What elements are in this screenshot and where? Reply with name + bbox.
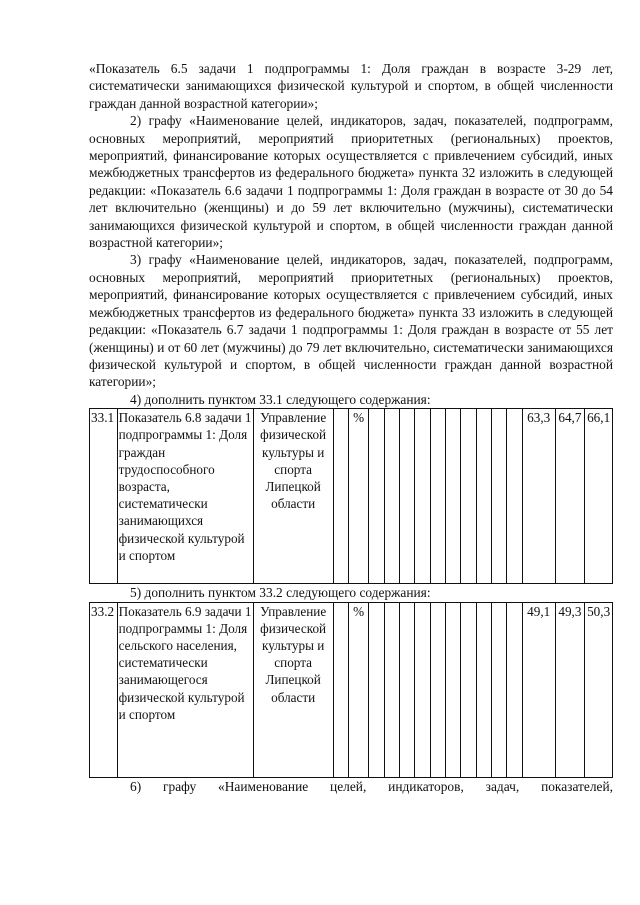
value-cell xyxy=(461,409,476,584)
indicator-table-33-1 xyxy=(89,408,613,584)
table-row xyxy=(90,409,613,584)
indicator-table-33-2 xyxy=(89,602,613,778)
indicator-name: Показатель 6.8 задачи 1 подпрограммы 1: Доля граждан трудоспособного возраста, систематически занимающихся физической культурой и спортом xyxy=(117,409,253,584)
document-page xyxy=(89,60,613,795)
paragraph-item-4: 4) дополнить пунктом 33.1 следующего содержания: xyxy=(130,391,431,407)
paragraph-item-6: 6) графу «Наименование целей, индикаторов, задач, показателей, xyxy=(130,778,613,794)
value-cell xyxy=(476,602,491,777)
value-cell: 49,1 xyxy=(522,602,555,777)
value-cell xyxy=(430,602,445,777)
paragraph-item-5: 5) дополнить пунктом 33.2 следующего содержания: xyxy=(130,585,431,601)
value-cell: 50,3 xyxy=(585,602,613,777)
value-cell xyxy=(430,409,445,584)
value-cell xyxy=(507,409,522,584)
item-number: 33.1 xyxy=(90,409,118,584)
value-cell xyxy=(415,409,430,584)
responsible-executor: Управление физической культуры и спорта Липецкой области xyxy=(253,409,333,584)
value-cell xyxy=(492,409,507,584)
value-cell: 49,3 xyxy=(555,602,585,777)
item-number: 33.2 xyxy=(90,602,118,777)
value-cell xyxy=(400,409,415,584)
paragraph-indicator-6-5: «Показатель 6.5 задачи 1 подпрограммы 1: Доля граждан в возрасте 3-29 лет, систематически занимающихся физической культурой и спортом, в общей численности граждан данной возрастной категории»; xyxy=(89,61,613,111)
paragraph-item-2: 2) графу «Наименование целей, индикаторов, задач, показателей, подпрограмм, основных мероприятий, мероприятий приоритетных (региональных) проектов, мероприятий, финансирование которых осуществляется с привлечением субсидий, иных межбюджетных трансфертов из федерального бюджета» пункта 32 изложить в следующей редакции: «Показатель 6.6 задачи 1 подпрограммы 1: Доля граждан в возрасте от 30 до 54 лет включительно (женщины) и до 59 лет включительно (мужчины), систематически занимающихся физической культурой и спортом, в общей численности граждан данной возрастной категории»; xyxy=(89,113,613,251)
value-cell: 63,3 xyxy=(522,409,555,584)
unit-cell: % xyxy=(348,602,368,777)
empty-cell xyxy=(333,409,348,584)
value-cell xyxy=(492,602,507,777)
value-cell: 64,7 xyxy=(555,409,585,584)
value-cell xyxy=(446,602,461,777)
table-row xyxy=(90,602,613,777)
value-cell xyxy=(369,602,384,777)
responsible-executor: Управление физической культуры и спорта Липецкой области xyxy=(253,602,333,777)
value-cell xyxy=(446,409,461,584)
value-cell xyxy=(461,602,476,777)
unit-cell: % xyxy=(348,409,368,584)
value-cell xyxy=(369,409,384,584)
value-cell xyxy=(476,409,491,584)
value-cell: 66,1 xyxy=(585,409,613,584)
value-cell xyxy=(384,409,399,584)
empty-cell xyxy=(333,602,348,777)
value-cell xyxy=(415,602,430,777)
paragraph-item-3: 3) графу «Наименование целей, индикаторов, задач, показателей, подпрограмм, основных мероприятий, мероприятий приоритетных (региональных) проектов, мероприятий, финансирование которых осуществляется с привлечением субсидий, иных межбюджетных трансфертов из федерального бюджета» пункта 33 изложить в следующей редакции: «Показатель 6.7 задачи 1 подпрограммы 1: Доля граждан в возрасте от 55 лет (женщины) и от 60 лет (мужчины) до 79 лет включительно, систематически занимающихся физической культурой и спортом, в общей численности граждан данной возрастной категории»; xyxy=(89,252,613,390)
value-cell xyxy=(384,602,399,777)
value-cell xyxy=(507,602,522,777)
value-cell xyxy=(400,602,415,777)
indicator-name: Показатель 6.9 задачи 1 подпрограммы 1: Доля сельского населения, систематически занимающегося физической культурой и спортом xyxy=(117,602,253,777)
